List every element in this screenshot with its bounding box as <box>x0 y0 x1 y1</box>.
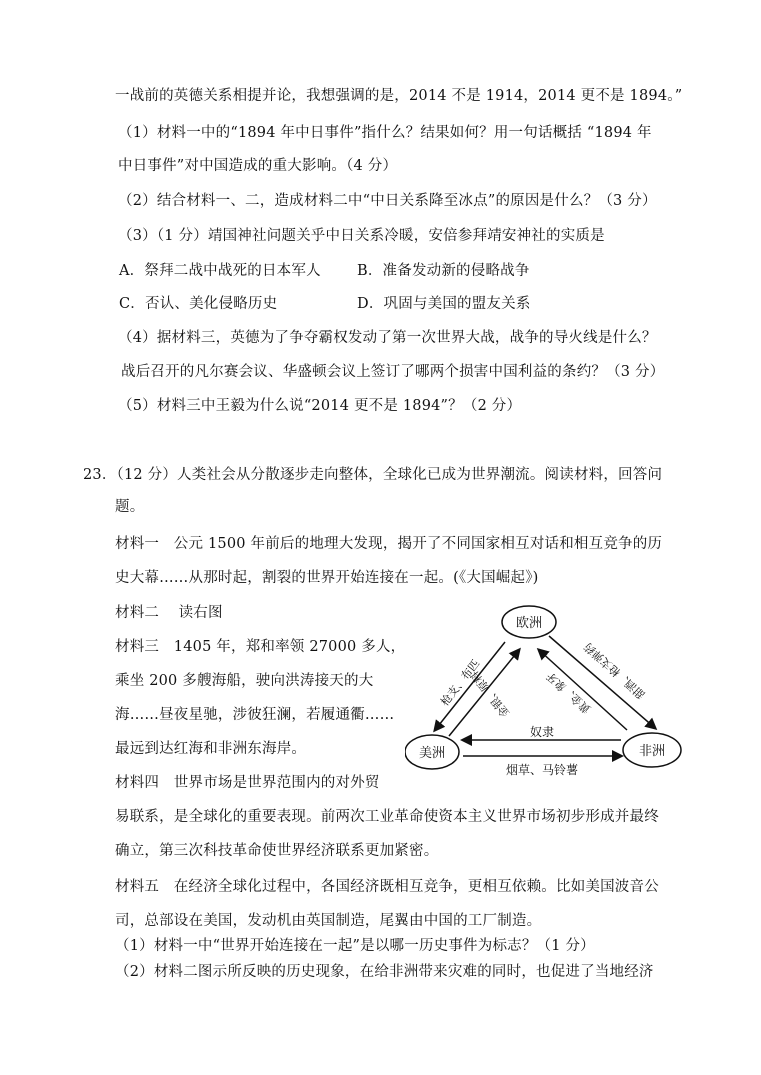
question-23-1: （1）材料一中“世界开始连接在一起”是以哪一历史事件为标志？（1 分） <box>115 938 595 954</box>
triangular-trade-diagram <box>405 600 690 794</box>
question-4: （4）据材料三，英德为了争夺霸权发动了第一次世界大战，战争的导火线是什么？ <box>118 330 657 346</box>
option-a: A．祭拜二战中战死的日本军人 <box>119 263 321 279</box>
question-5: （5）材料三中王毅为什么说“2014 更不是 1894”？（2 分） <box>118 398 522 414</box>
node-europe-label: 欧洲 <box>515 616 543 631</box>
material-3: 材料三 1405 年，郑和率领 27000 多人， <box>115 639 406 655</box>
text-line: 海……昼夜星驰，涉彼狂澜，若履通衢…… <box>115 707 395 723</box>
node-america-label: 美洲 <box>418 746 446 761</box>
text-line: 司，总部设在美国，发动机由英国制造，尾翼由中国的工厂制造。 <box>115 913 542 929</box>
material-5: 材料五 在经济全球化过程中，各国经济既相互竞争，更相互依赖。比如美国波音公 <box>115 879 659 895</box>
question-3: （3）（1 分）靖国神社问题关乎中日关系冷暖，安倍参拜靖安神社的实质是 <box>118 228 605 244</box>
node-africa-label: 非洲 <box>638 744 666 759</box>
option-b: B．准备发动新的侵略战争 <box>357 263 530 279</box>
arrow-europe-to-america <box>435 642 505 730</box>
label-europe-to-africa: 甜酒、枪支弹药 <box>581 640 648 702</box>
question-23-2: （2）材料二图示所反映的历史现象，在给非洲带来灾难的同时，也促进了当地经济 <box>115 964 654 980</box>
text-line: 中日事件”对中国造成的重大影响。（4 分） <box>118 158 398 174</box>
question-23-header: 23．（12 分）人类社会从分散逐步走向整体，全球化已成为世界潮流。阅读材料，回答问 <box>83 467 663 483</box>
label-europe-to-america: 枪支、布匹 <box>438 657 483 709</box>
label-africa-to-europe: 黄金、象牙 <box>543 669 594 716</box>
material-1: 材料一 公元 1500 年前后的地理大发现，揭开了不同国家相互对话和相互竞争的历 <box>115 536 663 552</box>
label-africa-to-america: 奴隶 <box>529 725 555 739</box>
option-d: D．巩固与美国的盟友关系 <box>357 296 531 312</box>
text-line: 史大幕……从那时起，割裂的世界开始连接在一起。(《大国崛起》) <box>115 570 539 586</box>
option-c: C．否认、美化侵略历史 <box>119 296 278 312</box>
text-line: 题。 <box>115 499 145 515</box>
question-2: （2）结合材料一、二，造成材料二中“中日关系降至冰点”的原因是什么？（3 分） <box>118 193 657 209</box>
label-america-to-africa: 烟草、马铃薯 <box>505 763 579 777</box>
text-line: 乘坐 200 多艘海船，驶向洪涛接天的大 <box>115 673 374 689</box>
material-2: 材料二 读右图 <box>115 605 223 621</box>
triangular-trade-svg <box>405 600 690 790</box>
material-4: 材料四 世界市场是世界范围内的对外贸 <box>115 775 380 791</box>
text-line: 易联系，是全球化的重要表现。前两次工业革命使资本主义世界市场初步形成并最终 <box>115 809 659 825</box>
text-line: 一战前的英德关系相提并论，我想强调的是，2014 不是 1914，2014 更不是 1894。” <box>115 88 683 104</box>
question-1: （1）材料一中的“1894 年中日事件”指什么？结果如何？用一句话概括 “1894 年 <box>118 125 652 141</box>
text-line: 最远到达红海和非洲东海岸。 <box>115 741 307 757</box>
label-america-to-europe: 金银、原料 <box>468 668 513 720</box>
text-line: 战后召开的凡尔赛会议、华盛顿会议上签订了哪两个损害中国利益的条约？（3 分） <box>121 364 665 380</box>
text-line: 确立，第三次科技革命使世界经济联系更加紧密。 <box>115 843 439 859</box>
